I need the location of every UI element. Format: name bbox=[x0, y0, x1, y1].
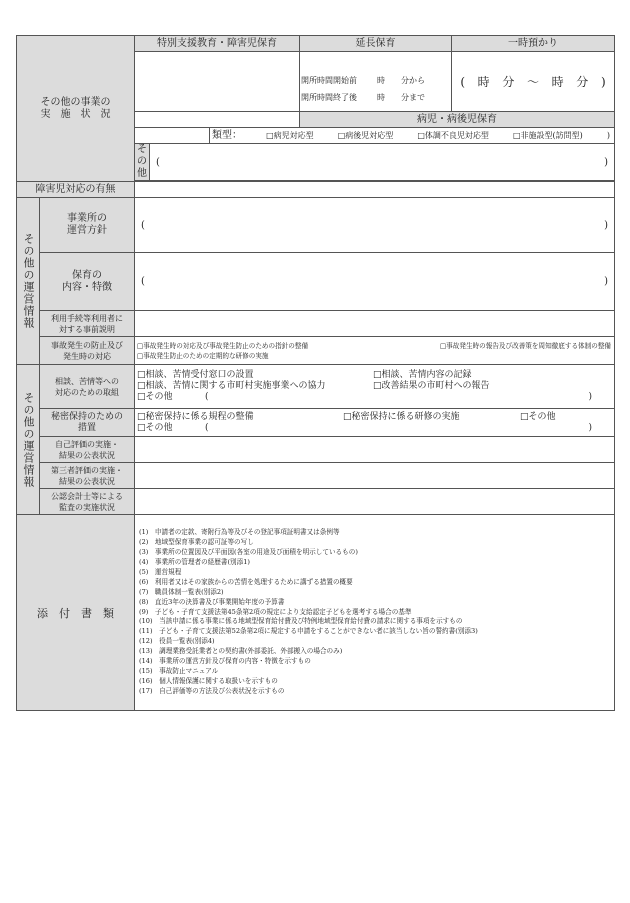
attachment-item: (7) 職員体制一覧表(別添2) bbox=[139, 587, 224, 596]
other-services-label bbox=[17, 36, 135, 182]
privacy-option-2[interactable]: □秘密保持に係る研修の実施 bbox=[343, 411, 460, 422]
privacy-close: ) bbox=[588, 422, 593, 433]
audit-label-line2: 監査の実施状況 bbox=[59, 502, 115, 512]
content-label bbox=[40, 253, 135, 311]
accident-option-2[interactable]: □事故発生時の報告及び改善策を周知徹底する体制の整備 bbox=[439, 341, 612, 350]
other-label: その他 bbox=[135, 144, 150, 181]
third-eval-input[interactable] bbox=[135, 463, 615, 489]
self-eval-label-line2: 結果の公表状況 bbox=[59, 450, 115, 460]
procedure-label bbox=[40, 311, 135, 337]
content-close: ) bbox=[604, 276, 609, 287]
temporary-time-row bbox=[452, 73, 614, 90]
policy-label bbox=[40, 198, 135, 253]
sick-child-type-blank bbox=[135, 128, 210, 144]
attachment-item: (16) 個人情報保護に関する取扱いを示すもの bbox=[139, 676, 278, 685]
special-support-input[interactable] bbox=[135, 52, 300, 112]
self-eval-label bbox=[40, 437, 135, 463]
sick-child-blank bbox=[135, 112, 300, 128]
consult-open: ( bbox=[205, 392, 209, 402]
audit-input[interactable] bbox=[135, 489, 615, 515]
disability-label: 障害児対応の有無 bbox=[17, 182, 135, 198]
consult-label-line1: 相談、苦情等への bbox=[55, 376, 119, 386]
third-eval-label-line2: 結果の公表状況 bbox=[59, 476, 115, 486]
extended-after-until: 分まで bbox=[401, 92, 426, 102]
attachments-label-text: 添 付 書 類 bbox=[37, 606, 114, 620]
consult-label bbox=[40, 365, 135, 409]
consult-option-3[interactable]: □相談、苦情に関する市町村実施事業への協力 bbox=[137, 381, 326, 391]
header-temporary-care: 一時預かり bbox=[452, 36, 615, 52]
sick-type-option-2[interactable]: □病後児対応型 bbox=[337, 131, 394, 140]
extended-after-hour: 時 bbox=[377, 92, 386, 102]
consult-option-2[interactable]: □相談、苦情内容の記録 bbox=[373, 370, 472, 380]
sick-type-option-4[interactable]: □非施設型(訪問型) bbox=[513, 131, 583, 140]
sick-type-option-3[interactable]: □体調不良児対応型 bbox=[417, 131, 489, 140]
policy-input[interactable] bbox=[135, 198, 615, 253]
other-paren bbox=[150, 157, 614, 168]
privacy-open: ( bbox=[205, 422, 209, 433]
content-input[interactable] bbox=[135, 253, 615, 311]
policy-paren bbox=[135, 220, 614, 231]
sick-child-type-label: 類型： bbox=[212, 130, 242, 141]
policy-label-line2: 運営方針 bbox=[67, 225, 107, 236]
consult-row-3 bbox=[137, 392, 614, 403]
consult-label-line2: 対応のための取組 bbox=[55, 387, 119, 397]
extended-after-row bbox=[300, 86, 451, 103]
temporary-min-2: 分 bbox=[576, 75, 589, 89]
attachments-items bbox=[135, 526, 614, 698]
consult-options[interactable] bbox=[135, 365, 615, 409]
policy-close: ) bbox=[604, 219, 609, 231]
procedure-input[interactable] bbox=[135, 311, 615, 337]
temporary-min-1: 分 bbox=[502, 75, 515, 89]
policy-open: ( bbox=[141, 219, 145, 231]
consult-row-2 bbox=[137, 381, 614, 392]
operation-info2-vertical bbox=[17, 365, 40, 515]
sick-child-type-row[interactable] bbox=[210, 128, 615, 144]
header-extended-care: 延長保育 bbox=[300, 36, 452, 52]
attachments-list bbox=[135, 515, 615, 711]
other-close: ) bbox=[604, 156, 609, 168]
operation-info2-vertical-label: その他の運営情報 bbox=[22, 391, 35, 488]
attachment-item: (6) 利用者又はその家族からの苦情を処理するために講ずる措置の概要 bbox=[139, 577, 353, 586]
application-form bbox=[16, 35, 614, 711]
temporary-close: ) bbox=[600, 74, 606, 89]
accident-label bbox=[40, 337, 135, 365]
accident-option-1[interactable]: □事故発生時の対応及び事故発生防止のための指針の整備 bbox=[137, 341, 309, 350]
content-paren bbox=[135, 276, 614, 287]
third-eval-label-line1: 第三者評価の実施・ bbox=[51, 465, 123, 475]
temporary-hour-1: 時 bbox=[477, 75, 490, 89]
sick-type-close-paren: ) bbox=[606, 131, 611, 140]
attachment-item: (11) 子ども・子育て支援法第52条第2項に規定する申請をすることができない者に該当しない旨の誓約書(別添3) bbox=[139, 627, 478, 636]
consult-option-4[interactable]: □改善結果の市町村への報告 bbox=[373, 381, 490, 391]
attachment-item: (2) 地域型保育事業の認可証等の写し bbox=[139, 538, 254, 547]
attachment-item: (8) 直近3年の決算書及び事業開始年度の予算書 bbox=[139, 597, 285, 606]
privacy-label-line2: 措置 bbox=[77, 422, 96, 433]
temporary-open: ( bbox=[460, 74, 466, 89]
extended-before-from: 分から bbox=[401, 75, 426, 85]
other-open: ( bbox=[156, 156, 160, 168]
extended-before-row bbox=[300, 61, 451, 86]
accident-options[interactable] bbox=[135, 337, 615, 365]
content-open: ( bbox=[141, 276, 145, 287]
self-eval-input[interactable] bbox=[135, 437, 615, 463]
header-special-support: 特別支援教育・障害児保育 bbox=[135, 36, 300, 52]
privacy-row-1 bbox=[137, 412, 614, 423]
extended-after-label: 開所時間終了後 bbox=[301, 92, 358, 102]
content-label-line1: 保育の bbox=[72, 269, 102, 281]
accident-row-1 bbox=[137, 341, 614, 351]
privacy-option-1[interactable]: □秘密保持に係る規程の整備 bbox=[137, 411, 254, 422]
sick-child-header: 病児・病後児保育 bbox=[300, 112, 615, 128]
temporary-hour-2: 時 bbox=[551, 75, 564, 89]
accident-label-line1: 事故発生の防止及び bbox=[51, 340, 123, 350]
audit-label bbox=[40, 489, 135, 515]
attachment-item: (10) 当該申請に係る事業に係る地域型保育給付費及び特例地域型保育給付費の請求に関する事項を示すもの bbox=[139, 617, 463, 626]
temporary-care-input[interactable] bbox=[452, 52, 615, 112]
attachment-item: (15) 事故防止マニュアル bbox=[139, 666, 219, 675]
accident-label-line2: 発生時の対応 bbox=[63, 351, 111, 361]
privacy-options[interactable] bbox=[135, 409, 615, 437]
attachment-item: (12) 役員一覧表(別添4) bbox=[139, 637, 215, 646]
consult-option-1[interactable]: □相談、苦情受付窓口の設置 bbox=[137, 370, 254, 380]
attachment-item: (1) 申請者の定款、寄附行為等及びその登記事項証明書又は条例等 bbox=[139, 528, 340, 537]
extended-before-hour: 時 bbox=[377, 75, 386, 85]
sick-child-type-options bbox=[210, 130, 614, 141]
attachment-item: (13) 調理業務受託業者との契約書(外部委託、外部搬入の場合のみ) bbox=[139, 647, 343, 656]
attachments-label bbox=[17, 515, 135, 711]
consult-other[interactable]: □その他 bbox=[137, 392, 173, 402]
operation-info-vertical bbox=[17, 198, 40, 365]
attachment-item: (17) 自己評価等の方法及び公表状況を示すもの bbox=[139, 686, 285, 695]
attachment-item: (3) 事業所の位置図及び平面図(各室の用途及び面積を明示しているもの) bbox=[139, 548, 358, 557]
consult-close: ) bbox=[588, 392, 593, 402]
other-input[interactable] bbox=[150, 144, 615, 181]
audit-label-line1: 公認会計士等による bbox=[51, 491, 123, 501]
privacy-label-line1: 秘密保持のための bbox=[50, 411, 123, 422]
attachment-item: (4) 事業所の管理者の経歴書(別添1) bbox=[139, 558, 250, 567]
extended-care-input[interactable] bbox=[300, 52, 452, 112]
procedure-label-line1: 利用手続等利用者に bbox=[51, 313, 123, 323]
disability-input[interactable] bbox=[135, 182, 615, 198]
accident-option-3[interactable]: □事故発生防止のための定期的な研修の実施 bbox=[137, 351, 269, 360]
sick-type-option-1[interactable]: □病児対応型 bbox=[266, 131, 314, 140]
attachment-item: (14) 事業所の運営方針及び保育の内容・特徴を示すもの bbox=[139, 657, 311, 666]
procedure-label-line2: 対する事前説明 bbox=[59, 324, 115, 334]
extended-before-label: 開所時間開始前 bbox=[301, 75, 358, 85]
policy-label-line1: 事業所の bbox=[67, 213, 107, 224]
consult-row-1 bbox=[137, 370, 614, 381]
other-services-label-line1: その他の事業の bbox=[40, 96, 111, 108]
privacy-option-3[interactable]: □その他 bbox=[520, 411, 556, 422]
attachment-item: (9) 子ども・子育て支援法第45条第2項の規定により支給認定子どもを選考する場合の基準 bbox=[139, 607, 412, 616]
third-eval-label bbox=[40, 463, 135, 489]
privacy-row-2 bbox=[137, 423, 614, 434]
attachment-item: (5) 運営規程 bbox=[139, 567, 182, 576]
content-label-line2: 内容・特徴 bbox=[62, 281, 112, 293]
other-services-label-line2: 実 施 状 況 bbox=[40, 108, 111, 120]
form-table bbox=[16, 35, 615, 711]
self-eval-label-line1: 自己評価の実施・ bbox=[55, 439, 119, 449]
accident-row-2 bbox=[137, 351, 614, 361]
privacy-label bbox=[40, 409, 135, 437]
temporary-tilde: ～ bbox=[526, 75, 539, 89]
privacy-other[interactable]: □その他 bbox=[137, 422, 173, 433]
operation-info-vertical-label: その他の運営情報 bbox=[22, 233, 35, 329]
